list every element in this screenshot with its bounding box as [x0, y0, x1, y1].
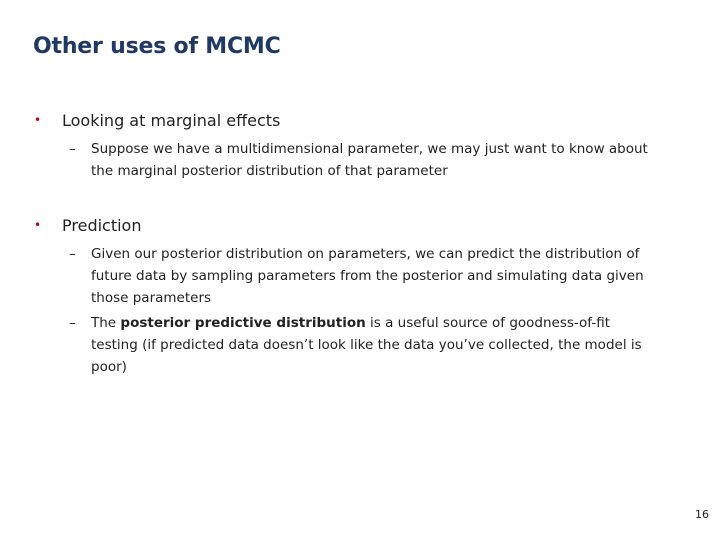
bullet-label: Looking at marginal effects	[62, 111, 281, 130]
text-suffix: is a useful source of goodness-of-fit testing (if predicted data doesn’t look like the data you’ve collected, the model is poor)	[91, 315, 642, 375]
bullet-dot-icon: •	[34, 113, 42, 127]
sub-bullet-posterior-predictive	[69, 312, 659, 378]
bullet-prediction	[32, 216, 141, 235]
dash-icon: –	[69, 246, 76, 262]
bullet-marginal-effects	[32, 111, 280, 130]
text-prefix: The	[91, 315, 121, 331]
bullet-dot-icon: •	[34, 218, 42, 232]
dash-icon: –	[69, 315, 76, 331]
sub-bullet-text: Given our posterior distribution on parameters, we can predict the distribution of future data by sampling parameters from the posterior and simulating data given those parameters	[91, 246, 644, 306]
bullet-label: Prediction	[62, 216, 142, 235]
sub-bullet-sampling	[69, 243, 659, 309]
slide-title: Other uses of MCMC	[33, 34, 281, 59]
emphasis-term: posterior predictive distribution	[120, 315, 366, 331]
sub-bullet-text: Suppose we have a multidimensional parameter, we may just want to know about the marginal posterior distribution of that parameter	[91, 141, 648, 179]
sub-bullet-marginal	[69, 138, 659, 182]
dash-icon: –	[69, 141, 76, 157]
sub-bullet-text	[91, 312, 659, 378]
page-number: 16	[695, 508, 709, 521]
